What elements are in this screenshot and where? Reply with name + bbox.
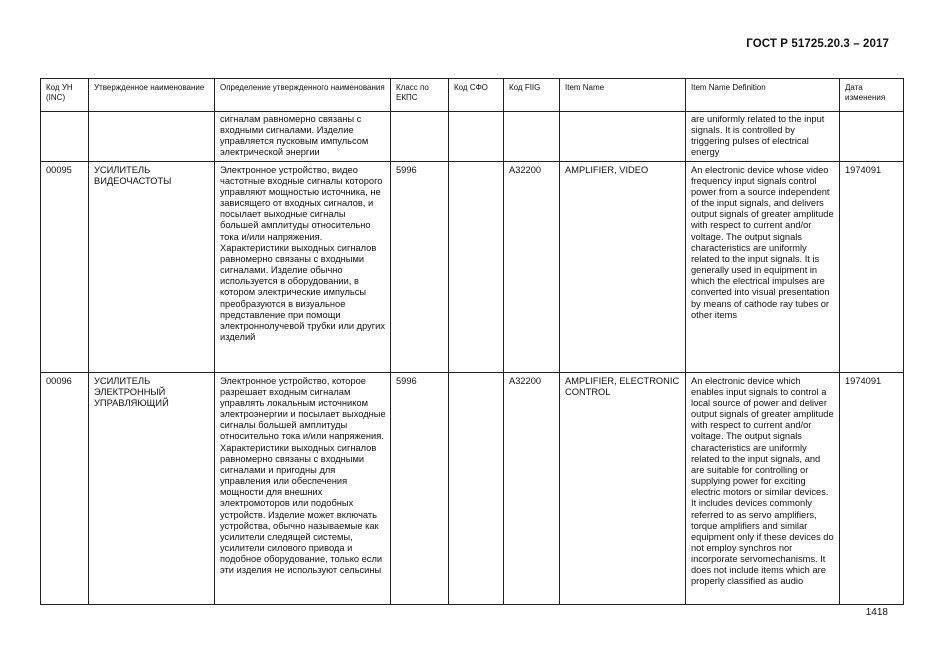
cell-class-ekps: 5996 (391, 161, 449, 372)
cell-name-ru: УСИЛИТЕЛЬ ЭЛЕКТРОННЫЙ УПРАВЛЯЮЩИЙ (89, 372, 215, 604)
cell-definition-ru: сигналам равномерно связаны с входными сигналами. Изделие управляется пусковым импульсом электрической энергии (215, 112, 391, 162)
document-header: ГОСТ Р 51725.20.3 – 2017 (746, 38, 889, 50)
cell-name-ru: УСИЛИТЕЛЬ ВИДЕОЧАСТОТЫ (89, 161, 215, 372)
cell-item-name: AMPLIFIER, ELECTRONIC CONTROL (560, 372, 686, 604)
column-header-name-ru: Утвержденное наименование (89, 79, 215, 112)
cell-code-fiig (504, 112, 560, 162)
cell-inc: 00096 (41, 372, 89, 604)
table-row (41, 161, 904, 372)
cell-date: 1974091 (840, 161, 904, 372)
column-header-code-sfo: Код СФО (449, 79, 504, 112)
cell-item-name (560, 112, 686, 162)
table-row (41, 372, 904, 604)
cell-definition-en: An electronic device whose video frequency input signals control power from a source independent of the input signals, and delivers output signals of greater amplitude with respect to current and/or voltage. The output signals characteristics are uniformly related to the input signals. It is generally used in equipment in which the electrical impulses are converted into visual presentation by means of cathode ray tubes or other items (686, 161, 840, 372)
cell-class-ekps: 5996 (391, 372, 449, 604)
cell-code-sfo (449, 372, 504, 604)
column-header-inc: Код УН (INC) (41, 79, 89, 112)
cell-definition-en: are uniformly related to the input signals. It is controlled by triggering pulses of electrical energy (686, 112, 840, 162)
column-header-code-fiig: Код FIIG (504, 79, 560, 112)
column-header-class-ekps: Класс по ЕКПС (391, 79, 449, 112)
column-header-date: Дата изменения (840, 79, 904, 112)
cell-code-sfo (449, 161, 504, 372)
cell-definition-en: An electronic device which enables input signals to control a local source of power and deliver output signals of greater amplitude with respect to current and/or voltage. The output signals characteristics are uniformly related to the input signals, and are suitable for controlling or supplying power for exciting electric motors or similar devices. It includes devices commonly referred to as servo amplifiers, torque amplifiers and similar equipment only if these devices do not employ synchros nor incorporate servomechanisms. It does not include items which are properly classified as audio (686, 372, 840, 604)
table-row (41, 112, 904, 162)
cell-code-sfo (449, 112, 504, 162)
cell-code-fiig: A32200 (504, 372, 560, 604)
page-number: 1418 (865, 607, 888, 618)
cell-code-fiig: A32200 (504, 161, 560, 372)
column-header-definition-en: Item Name Definition (686, 79, 840, 112)
cell-name-ru (89, 112, 215, 162)
cell-definition-ru: Электронное устройство, видео частотные входные сигналы которого управляют мощностью источника, не зависящего от входных сигналов, и посылает выходные сигналы большей амплитуды относительно тока и/или напряжения. Характеристики выходных сигналов равномерно связаны с входными сигналами. Изделие обычно используется в оборудовании, в котором электрические импульсы преобразуются в визуальное представление при помощи электроннолучевой трубки или других изделий (215, 161, 391, 372)
cell-inc (41, 112, 89, 162)
table-header-row (41, 79, 904, 112)
cell-item-name: AMPLIFIER, VIDEO (560, 161, 686, 372)
cell-definition-ru: Электронное устройство, которое разрешает входным сигналам управлять локальным источником электроэнергии и посылает выходные сигналы большей амплитуды относительно тока и/или напряжения. Характеристики выходных сигналов равномерно связаны с входными сигналами и пригодны для управления или обеспечения мощности для внешних электромоторов или подобных устройств. Изделие может включать устройства, обычно называемые как усилители следящей системы, усилители силового привода и подобное оборудование, только если эти изделия не используют сельсины (215, 372, 391, 604)
cell-inc: 00095 (41, 161, 89, 372)
item-name-table (40, 78, 904, 605)
column-header-item-name: Item Name (560, 79, 686, 112)
cell-date (840, 112, 904, 162)
column-header-definition-ru: Определение утвержденного наименования (215, 79, 391, 112)
cell-date: 1974091 (840, 372, 904, 604)
cell-class-ekps (391, 112, 449, 162)
